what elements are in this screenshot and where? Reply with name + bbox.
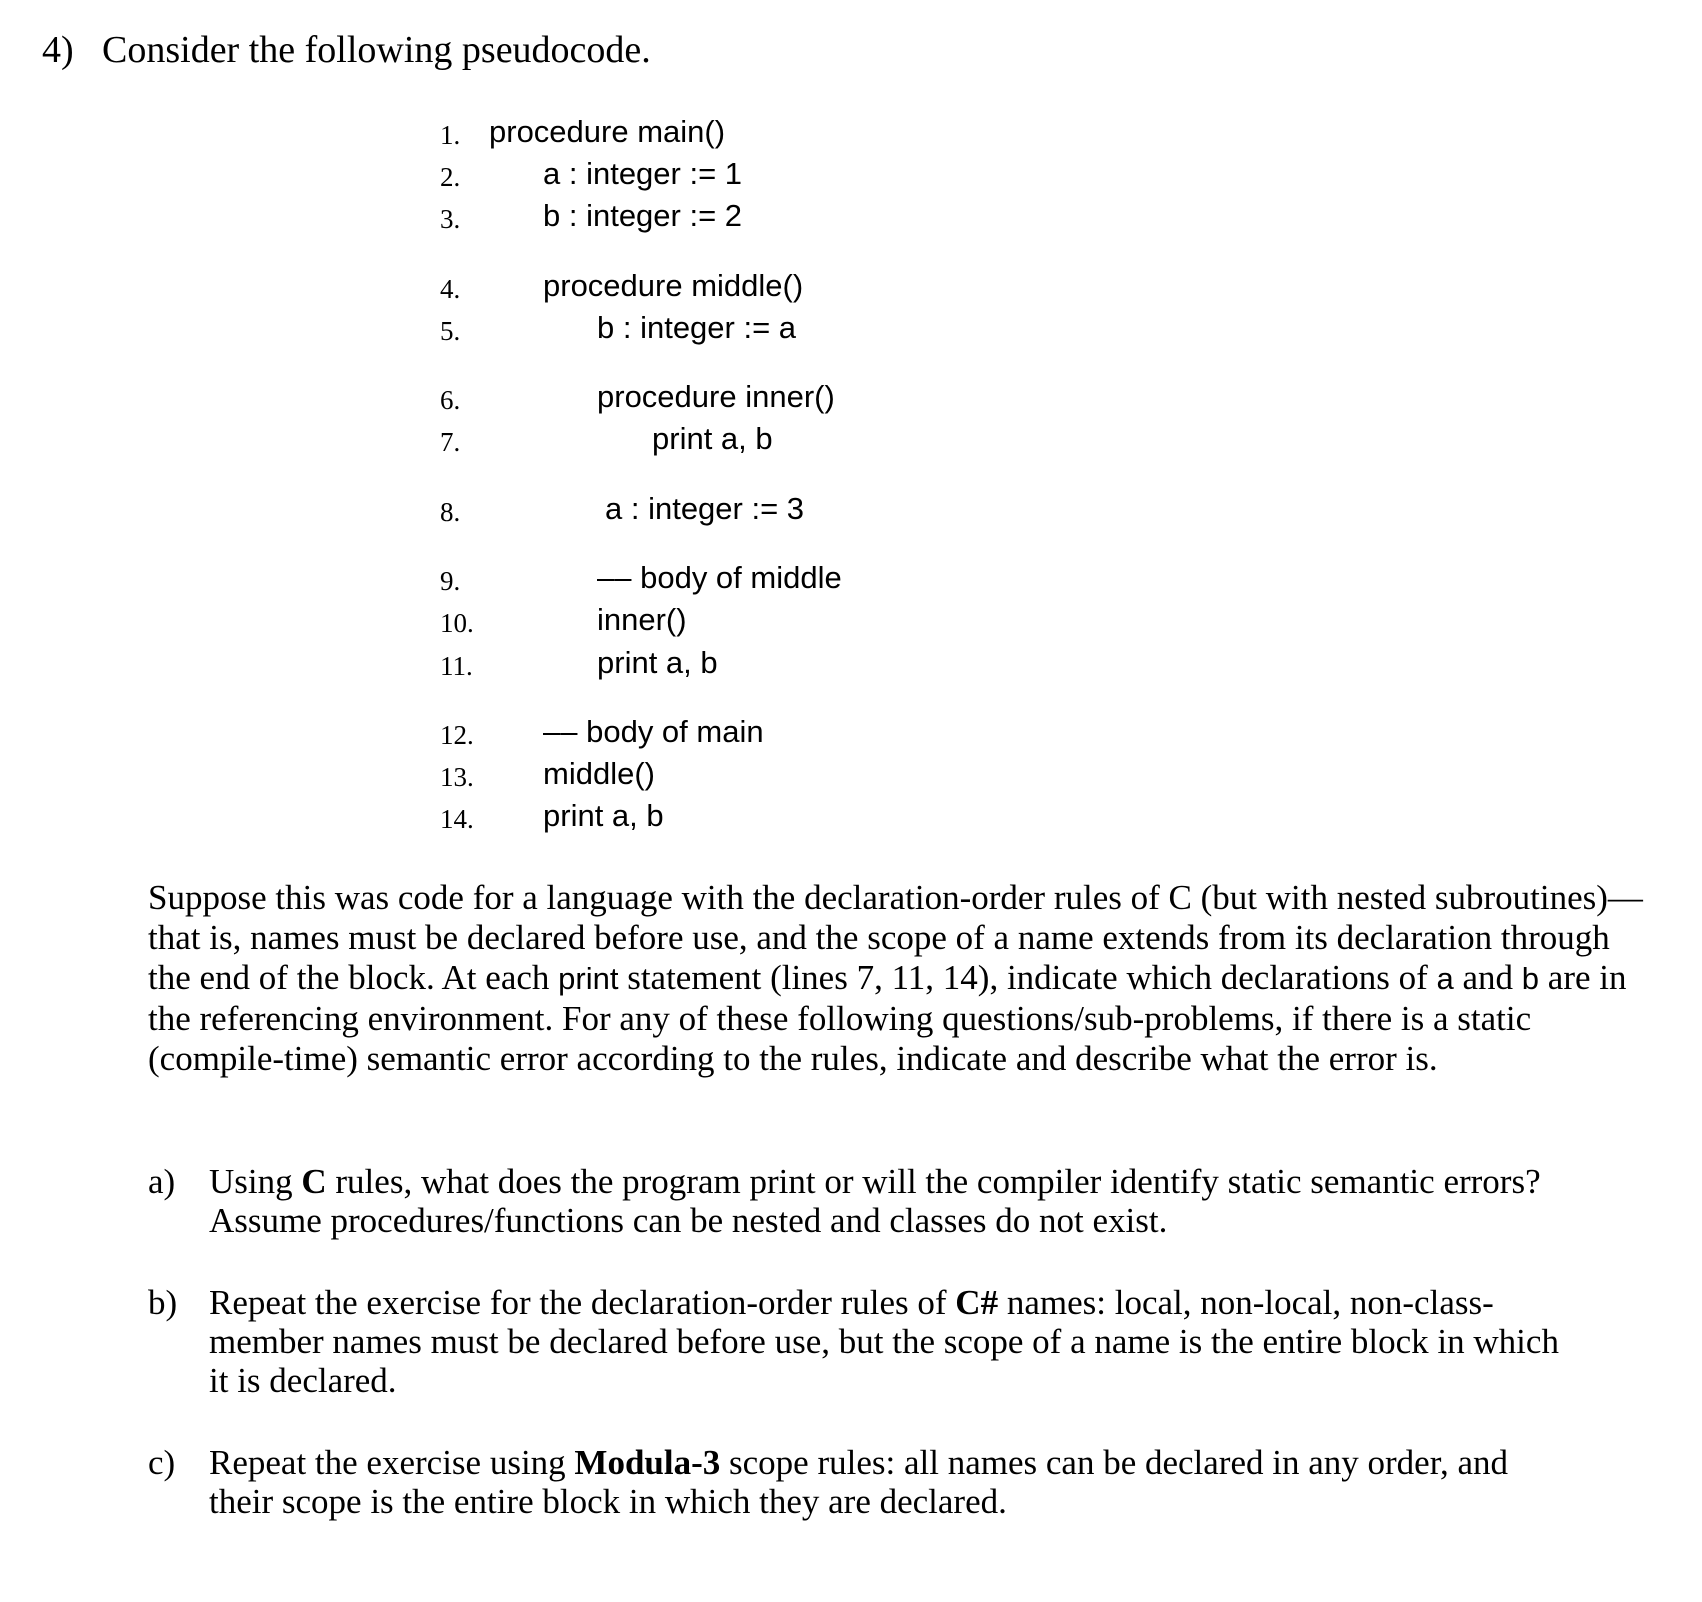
code-text: –– body of middle	[597, 560, 842, 595]
line-number: 10.	[440, 608, 474, 638]
line-number: 12.	[440, 720, 474, 750]
description-text: statement (lines 7, 11, 14), indicate which declarations of	[618, 958, 1437, 997]
code-text: inner()	[597, 602, 687, 637]
description-text: and	[1453, 958, 1522, 997]
sub-question-marker: b)	[148, 1283, 178, 1322]
code-text: –– body of main	[543, 714, 764, 749]
sub-question-emphasis: Modula-3	[574, 1443, 721, 1482]
sub-question-b	[148, 1283, 1568, 1400]
description-text: are in the referencing environment. For any of these following questions/sub-problems, if there is a static (compile-time) semantic error according to the rules, indicate and describe what the error is.	[148, 958, 1627, 1078]
sub-question-text: Repeat the exercise for the declaration-order rules of	[209, 1283, 956, 1322]
code-text: b : integer := 2	[543, 198, 743, 233]
question-number: 4)	[42, 29, 74, 71]
line-number: 1.	[440, 120, 461, 150]
code-text: procedure main()	[489, 114, 726, 149]
inline-code-a: a	[1436, 961, 1454, 996]
sub-question-a	[148, 1162, 1568, 1240]
line-number: 14.	[440, 804, 474, 834]
line-number: 13.	[440, 762, 474, 792]
sub-question-text: Repeat the exercise using	[209, 1443, 575, 1482]
code-text: procedure inner()	[597, 379, 835, 414]
line-number: 4.	[440, 274, 461, 304]
code-text: print a, b	[597, 645, 718, 680]
code-text: print a, b	[543, 798, 664, 833]
sub-question-text: names: local, non-local, non-class-member names must be declared before use, but the scope of a name is the entire block in which it is declared.	[209, 1283, 1559, 1400]
line-number: 3.	[440, 204, 461, 234]
line-number: 11.	[440, 651, 473, 681]
line-number: 7.	[440, 427, 461, 457]
inline-code-print: print	[558, 961, 619, 996]
sub-question-body	[209, 1443, 1568, 1521]
line-number: 5.	[440, 316, 461, 346]
sub-question-text: Using	[209, 1162, 302, 1201]
sub-question-text: rules, what does the program print or will the compiler identify static semantic errors? Assume procedures/functions can be nested and classes do not exist.	[209, 1162, 1541, 1240]
line-number: 2.	[440, 162, 461, 192]
code-text: print a, b	[652, 421, 773, 456]
code-text: a : integer := 3	[605, 491, 805, 526]
code-text: a : integer := 1	[543, 156, 743, 191]
line-number: 8.	[440, 497, 461, 527]
problem-description	[148, 878, 1648, 1079]
sub-question-marker: c)	[148, 1443, 176, 1482]
sub-question-c	[148, 1443, 1568, 1521]
code-text: b : integer := a	[597, 310, 797, 345]
description-text: Suppose this was code for a language with the declaration-order rules of C (but with nested subroutines)—that is, names must be declared before use, and the scope of a name extends from its declaration through the end of the block. At each	[148, 878, 1643, 997]
line-number: 6.	[440, 385, 461, 415]
sub-question-body	[209, 1283, 1568, 1400]
question-prompt: Consider the following pseudocode.	[102, 29, 651, 71]
sub-question-body	[209, 1162, 1568, 1240]
sub-question-marker: a)	[148, 1162, 176, 1201]
question-header	[42, 26, 651, 74]
sub-question-text: scope rules: all names can be declared in any order, and their scope is the entire block in which they are declared.	[209, 1443, 1508, 1521]
sub-question-emphasis: C	[301, 1162, 327, 1201]
line-number: 9.	[440, 566, 461, 596]
code-text: procedure middle()	[543, 268, 804, 303]
sub-question-emphasis: C#	[955, 1283, 999, 1322]
code-text: middle()	[543, 756, 655, 791]
inline-code-b: b	[1521, 961, 1540, 996]
